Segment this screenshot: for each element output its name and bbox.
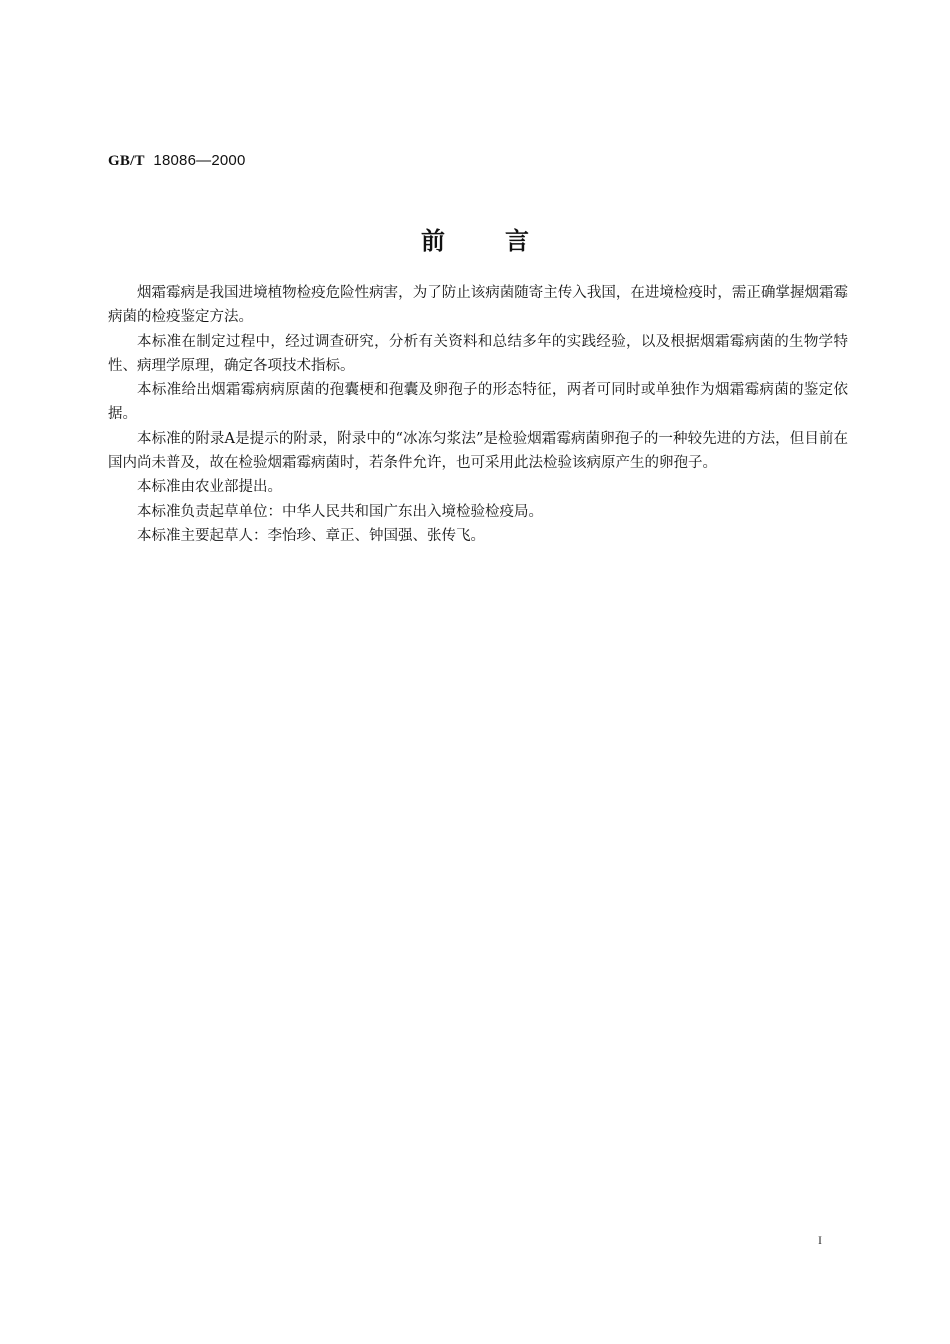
paragraph-3: 本标准给出烟霜霉病病原菌的孢囊梗和孢囊及卵孢子的形态特征，两者可同时或单独作为烟霜霉病菌的鉴定依据。 [108, 382, 848, 423]
standard-number [108, 150, 246, 172]
paragraph-2: 本标准在制定过程中，经过调查研究，分析有关资料和总结多年的实践经验，以及根据烟霜霉病菌的生物学特性、病理学原理，确定各项技术指标。 [108, 333, 848, 374]
paragraph-6: 本标准负责起草单位：中华人民共和国广东出入境检验检疫局。 [137, 503, 543, 520]
paragraph-7: 本标准主要起草人：李怡珍、章正、钟国强、张传飞。 [137, 527, 485, 544]
page-number: I [818, 1233, 822, 1247]
page-title: 前言 [421, 227, 589, 255]
standard-code: GB/T [108, 153, 145, 169]
paragraph-1: 烟霜霉病是我国进境植物检疫危险性病害，为了防止该病菌随寄主传入我国，在进境检疫时，需正确掌握烟霜霉病菌的检疫鉴定方法。 [108, 285, 848, 326]
paragraph-5: 本标准由农业部提出。 [137, 479, 282, 496]
paragraph-4: 本标准的附录A是提示的附录，附录中的“冰冻匀浆法”是检验烟霜霉病菌卵孢子的一种较先进的方法，但目前在国内尚未普及，故在检验烟霜霉病菌时，若条件允许，也可采用此法检验该病原产生的卵孢子。 [108, 430, 848, 472]
foreword-body [108, 281, 848, 548]
standard-year-number: 18086—2000 [153, 152, 246, 169]
